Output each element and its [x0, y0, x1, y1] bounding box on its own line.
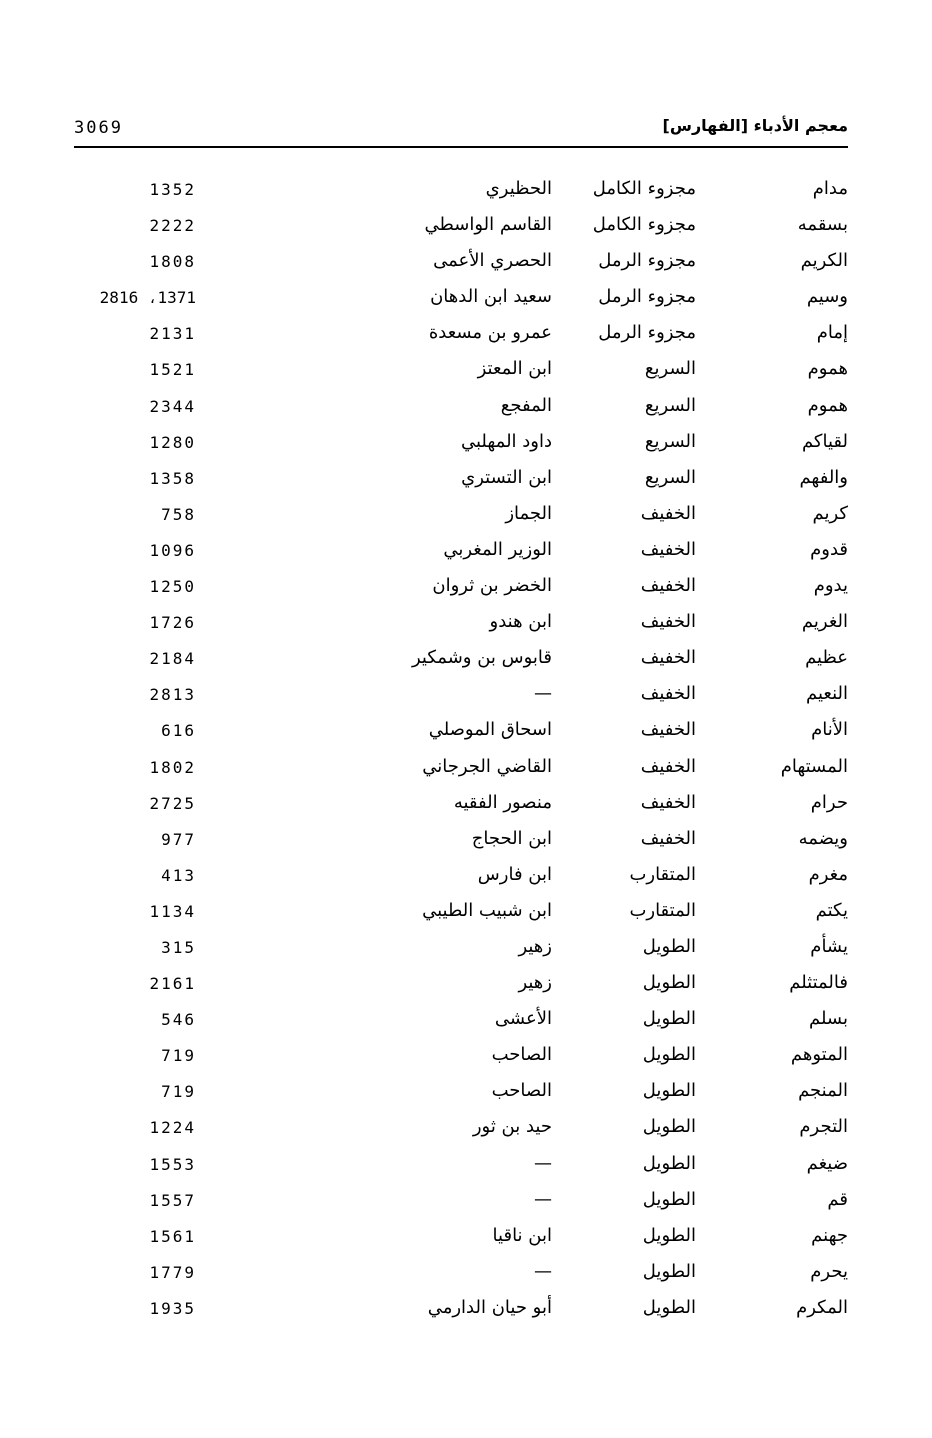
poet-name: ابن المعتز	[477, 358, 552, 380]
table-row	[0, 932, 932, 968]
rhyme-word: يدوم	[813, 575, 848, 597]
table-row	[0, 1221, 932, 1257]
table-row	[0, 391, 932, 427]
poetic-meter: الخفيف	[640, 502, 696, 524]
poet-name: ابن هندو	[489, 611, 552, 633]
table-row	[0, 1185, 932, 1221]
poet-name: —	[534, 1152, 552, 1174]
page-references: 1521	[149, 360, 196, 380]
rhyme-word: المكرم	[796, 1296, 848, 1318]
poetic-meter: مجزوء الرمل	[598, 322, 696, 344]
poetic-meter: السريع	[644, 394, 696, 416]
poetic-meter: الخفيف	[640, 683, 696, 705]
rhyme-word: جهنم	[811, 1224, 848, 1246]
poetic-meter: الخفيف	[640, 611, 696, 633]
poetic-meter: الطويل	[642, 935, 696, 957]
rhyme-word: يشأم	[810, 935, 848, 957]
rhyme-word: فالمتثلم	[789, 972, 848, 994]
page-references: 2131	[149, 324, 196, 344]
poetic-meter: مجزوء الرمل	[598, 250, 696, 272]
table-row	[0, 1149, 932, 1185]
page-references: 977	[161, 829, 196, 849]
page-references: 2725	[149, 793, 196, 813]
page-references: 1557	[149, 1190, 196, 1210]
table-row	[0, 1257, 932, 1293]
rhyme-word: المستهام	[780, 755, 848, 777]
poet-name: زهير	[518, 935, 552, 957]
book-title: معجم الأدباء [الفهارس]	[662, 116, 848, 135]
rhyme-word: حرام	[810, 791, 848, 813]
poetic-meter: مجزوء الكامل	[592, 214, 696, 236]
poetic-meter: الطويل	[642, 1116, 696, 1138]
page-references: 2161	[149, 974, 196, 994]
page-references: 546	[161, 1010, 196, 1030]
page-references: 1779	[149, 1262, 196, 1282]
poetic-meter: الطويل	[642, 1008, 696, 1030]
poetic-meter: الطويل	[642, 972, 696, 994]
poet-name: ابن فارس	[477, 863, 552, 885]
rhyme-word: بسقمه	[797, 214, 848, 236]
table-row	[0, 427, 932, 463]
poetic-meter: الخفيف	[640, 647, 696, 669]
page-references: 2344	[149, 396, 196, 416]
page-number: 3069	[74, 118, 123, 138]
rhyme-word: إمام	[816, 322, 848, 344]
verse-index-table	[0, 174, 932, 1329]
poetic-meter: المتقارب	[629, 899, 696, 921]
poetic-meter: السريع	[644, 466, 696, 488]
rhyme-word: كريم	[812, 502, 848, 524]
poetic-meter: مجزوء الكامل	[592, 178, 696, 199]
table-row	[0, 174, 932, 210]
table-row	[0, 318, 932, 354]
table-row	[0, 679, 932, 715]
table-row	[0, 788, 932, 824]
rhyme-word: الغريم	[801, 611, 848, 633]
rhyme-word: قدوم	[810, 538, 848, 560]
page-references: 1250	[149, 577, 196, 597]
table-row	[0, 715, 932, 751]
rhyme-word: هموم	[807, 358, 848, 380]
table-row	[0, 535, 932, 571]
page-references: 1802	[149, 757, 196, 777]
page-references: 1808	[149, 252, 196, 272]
page-references: 1224	[149, 1118, 196, 1138]
page-references: 1352	[149, 180, 196, 199]
poet-name: اسحاق الموصلي	[428, 719, 552, 741]
poet-name: —	[534, 683, 552, 705]
rhyme-word: والفهم	[799, 466, 848, 488]
poet-name: ابن شبيب الطيبي	[422, 899, 552, 921]
table-row	[0, 643, 932, 679]
table-row	[0, 968, 932, 1004]
page-references: 2816 ،1371	[99, 288, 196, 308]
table-row	[0, 282, 932, 318]
page-references: 413	[161, 865, 196, 885]
poetic-meter: الطويل	[642, 1080, 696, 1102]
poetic-meter: الطويل	[642, 1044, 696, 1066]
poet-name: ابن ناقيا	[492, 1224, 552, 1246]
table-row	[0, 1040, 932, 1076]
poet-name: الأعشى	[494, 1008, 552, 1030]
header-rule	[74, 146, 848, 148]
page-header	[74, 112, 848, 146]
poet-name: الخضر بن ثروان	[432, 575, 552, 597]
page-references: 315	[161, 937, 196, 957]
poetic-meter: الخفيف	[640, 827, 696, 849]
rhyme-word: ضيغم	[806, 1152, 848, 1174]
page-references: 758	[161, 504, 196, 524]
table-row	[0, 210, 932, 246]
page-references: 2813	[149, 685, 196, 705]
poetic-meter: السريع	[644, 430, 696, 452]
table-row	[0, 824, 932, 860]
poet-name: منصور الفقيه	[453, 791, 552, 813]
poet-name: —	[534, 1188, 552, 1210]
table-row	[0, 607, 932, 643]
rhyme-word: لقياكم	[801, 430, 848, 452]
rhyme-word: النعيم	[805, 683, 848, 705]
rhyme-word: مدام	[812, 178, 848, 199]
poet-name: الصاحب	[491, 1044, 552, 1066]
table-row	[0, 860, 932, 896]
page-references: 1096	[149, 540, 196, 560]
rhyme-word: قم	[827, 1188, 848, 1210]
page-references: 1726	[149, 613, 196, 633]
page-references: 1561	[149, 1226, 196, 1246]
poet-name: ابن التستري	[461, 466, 552, 488]
poetic-meter: الطويل	[642, 1296, 696, 1318]
table-row	[0, 752, 932, 788]
poetic-meter: الطويل	[642, 1260, 696, 1282]
poetic-meter: مجزوء الرمل	[598, 286, 696, 308]
table-row	[0, 1293, 932, 1329]
poetic-meter: الخفيف	[640, 538, 696, 560]
poet-name: الحظيري	[485, 178, 552, 199]
table-row	[0, 463, 932, 499]
rhyme-word: وسيم	[806, 286, 848, 308]
poetic-meter: الخفيف	[640, 791, 696, 813]
poet-name: أبو حيان الدارمي	[427, 1296, 552, 1318]
page-references: 719	[161, 1046, 196, 1066]
poet-name: الصاحب	[491, 1080, 552, 1102]
poet-name: المفجع	[500, 394, 552, 416]
rhyme-word: الأنام	[811, 719, 848, 741]
poet-name: الوزير المغربي	[443, 538, 552, 560]
rhyme-word: يكتم	[815, 899, 848, 921]
poet-name: القاضي الجرجاني	[422, 755, 552, 777]
poetic-meter: السريع	[644, 358, 696, 380]
table-row	[0, 571, 932, 607]
poetic-meter: الطويل	[642, 1152, 696, 1174]
rhyme-word: مغرم	[808, 863, 848, 885]
page-references: 1358	[149, 468, 196, 488]
page-references: 1553	[149, 1154, 196, 1174]
rhyme-word: المتوهم	[790, 1044, 848, 1066]
rhyme-word: يحرم	[810, 1260, 848, 1282]
poetic-meter: المتقارب	[629, 863, 696, 885]
page-references: 1935	[149, 1298, 196, 1318]
table-row	[0, 1076, 932, 1112]
table-row	[0, 896, 932, 932]
table-row	[0, 499, 932, 535]
table-row	[0, 1112, 932, 1148]
page-references: 616	[161, 721, 196, 741]
poet-name: داود المهلبي	[460, 430, 552, 452]
poet-name: حيد بن ثور	[472, 1116, 552, 1138]
page-references: 2222	[149, 216, 196, 236]
rhyme-word: المنجم	[798, 1080, 848, 1102]
table-row	[0, 354, 932, 390]
poetic-meter: الخفيف	[640, 755, 696, 777]
page-references: 2184	[149, 649, 196, 669]
rhyme-word: بسلم	[808, 1008, 848, 1030]
poet-name: القاسم الواسطي	[424, 214, 552, 236]
table-row	[0, 246, 932, 282]
poet-name: سعيد ابن الدهان	[430, 286, 552, 308]
poet-name: زهير	[518, 972, 552, 994]
page-references: 719	[161, 1082, 196, 1102]
page-references: 1280	[149, 432, 196, 452]
rhyme-word: ويضمه	[798, 827, 848, 849]
poet-name: ابن الحجاج	[471, 827, 552, 849]
poet-name: الجماز	[505, 502, 552, 524]
poetic-meter: الطويل	[642, 1188, 696, 1210]
rhyme-word: التجرم	[799, 1116, 848, 1138]
poet-name: الحصري الأعمى	[433, 250, 552, 272]
poet-name: قابوس بن وشمكير	[411, 647, 552, 669]
poet-name: —	[534, 1260, 552, 1282]
rhyme-word: عظيم	[805, 647, 848, 669]
rhyme-word: الكريم	[800, 250, 848, 272]
poetic-meter: الطويل	[642, 1224, 696, 1246]
poetic-meter: الخفيف	[640, 719, 696, 741]
page-references: 1134	[149, 901, 196, 921]
rhyme-word: هموم	[807, 394, 848, 416]
table-row	[0, 1004, 932, 1040]
poet-name: عمرو بن مسعدة	[428, 322, 552, 344]
poetic-meter: الخفيف	[640, 575, 696, 597]
